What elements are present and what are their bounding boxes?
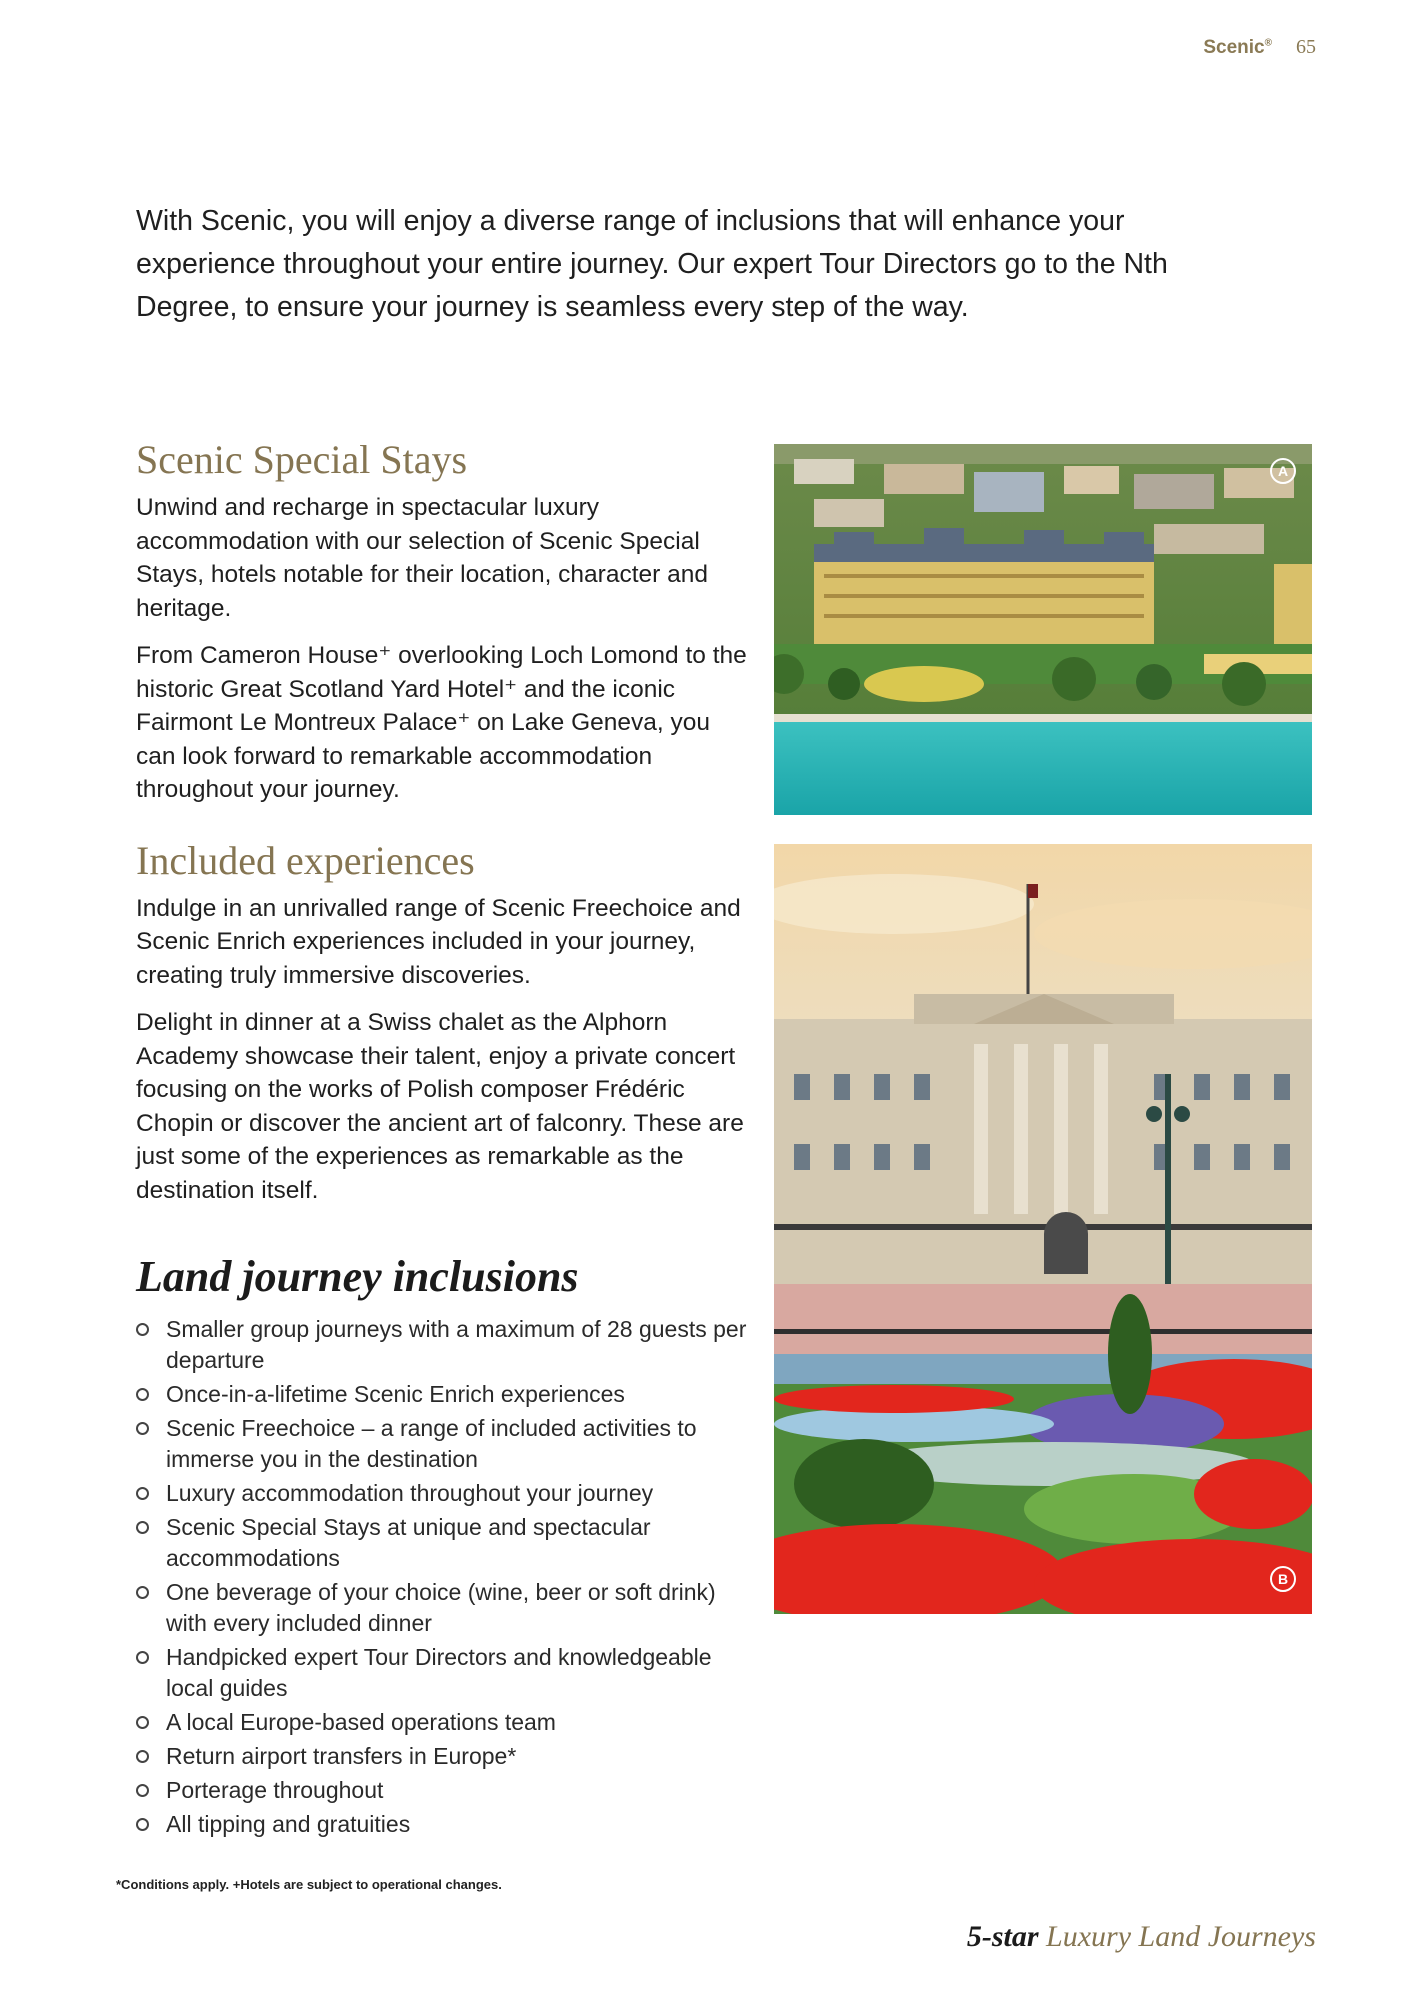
palace-photo bbox=[774, 844, 1312, 1614]
list-item: Scenic Special Stays at unique and spectacular accommodations bbox=[136, 1512, 756, 1574]
footer-rating: 5-star bbox=[966, 1920, 1039, 1953]
inclusions-title: Land journey inclusions bbox=[136, 1252, 579, 1301]
list-item: A local Europe-based operations team bbox=[136, 1707, 756, 1738]
bullet-icon bbox=[136, 1716, 149, 1729]
page-footer bbox=[967, 1920, 1316, 1954]
left-column bbox=[136, 436, 756, 1843]
list-item: One beverage of your choice (wine, beer or soft drink) with every included dinner bbox=[136, 1577, 756, 1639]
brand-name: Scenic® bbox=[1203, 37, 1272, 58]
inclusions-list bbox=[136, 1314, 756, 1840]
bullet-icon bbox=[136, 1586, 149, 1599]
page-number: 65 bbox=[1296, 36, 1316, 58]
page-header bbox=[1203, 36, 1316, 59]
experiences-para-2: Delight in dinner at a Swiss chalet as the Alphorn Academy showcase their talent, enjoy a private concert focusing on the works of Polish composer Frédéric Chopin or discover the ancient art of falconry. These are just some of the experiences as remarkable as the destination itself. bbox=[136, 1009, 744, 1204]
intro-paragraph: With Scenic, you will enjoy a diverse range of inclusions that will enhance your experience throughout your entire journey. Our expert Tour Directors go to the Nth Degree, to ensure your journey is seamless every step of the way. bbox=[136, 205, 1168, 323]
special-stays-para-2: From Cameron House⁺ overlooking Loch Lomond to the historic Great Scotland Yard Hotel⁺ and the iconic Fairmont Le Montreux Palace⁺ on Lake Geneva, you can look forward to remarkable accommodation throughout your journey. bbox=[136, 642, 747, 803]
footnote: *Conditions apply. +Hotels are subject to operational changes. bbox=[116, 1877, 502, 1892]
special-stays-para-1: Unwind and recharge in spectacular luxury accommodation with our selection of Scenic Special Stays, hotels notable for their location, character and heritage. bbox=[136, 494, 708, 622]
list-item: Porterage throughout bbox=[136, 1775, 756, 1806]
image-label-a: A bbox=[1270, 458, 1296, 484]
hotel-photo bbox=[774, 444, 1312, 815]
list-item: Luxury accommodation throughout your journey bbox=[136, 1478, 756, 1509]
experiences-para-1: Indulge in an unrivalled range of Scenic Freechoice and Scenic Enrich experiences included in your journey, creating truly immersive discoveries. bbox=[136, 894, 741, 989]
list-item: All tipping and gratuities bbox=[136, 1809, 756, 1840]
footer-title: Luxury Land Journeys bbox=[1038, 1920, 1316, 1953]
bullet-icon bbox=[136, 1323, 149, 1336]
image-label-b: B bbox=[1270, 1566, 1296, 1592]
bullet-icon bbox=[136, 1521, 149, 1534]
bullet-icon bbox=[136, 1422, 149, 1435]
special-stays-title: Scenic Special Stays bbox=[136, 437, 468, 482]
list-item: Return airport transfers in Europe* bbox=[136, 1741, 756, 1772]
list-item: Scenic Freechoice – a range of included activities to immerse you in the destination bbox=[136, 1413, 756, 1475]
bullet-icon bbox=[136, 1750, 149, 1763]
bullet-icon bbox=[136, 1651, 149, 1664]
bullet-icon bbox=[136, 1388, 149, 1401]
bullet-icon bbox=[136, 1487, 149, 1500]
list-item: Handpicked expert Tour Directors and knowledgeable local guides bbox=[136, 1642, 756, 1704]
bullet-icon bbox=[136, 1784, 149, 1797]
list-item: Once-in-a-lifetime Scenic Enrich experiences bbox=[136, 1379, 756, 1410]
bullet-icon bbox=[136, 1818, 149, 1831]
list-item: Smaller group journeys with a maximum of 28 guests per departure bbox=[136, 1314, 756, 1376]
experiences-title: Included experiences bbox=[136, 837, 475, 883]
